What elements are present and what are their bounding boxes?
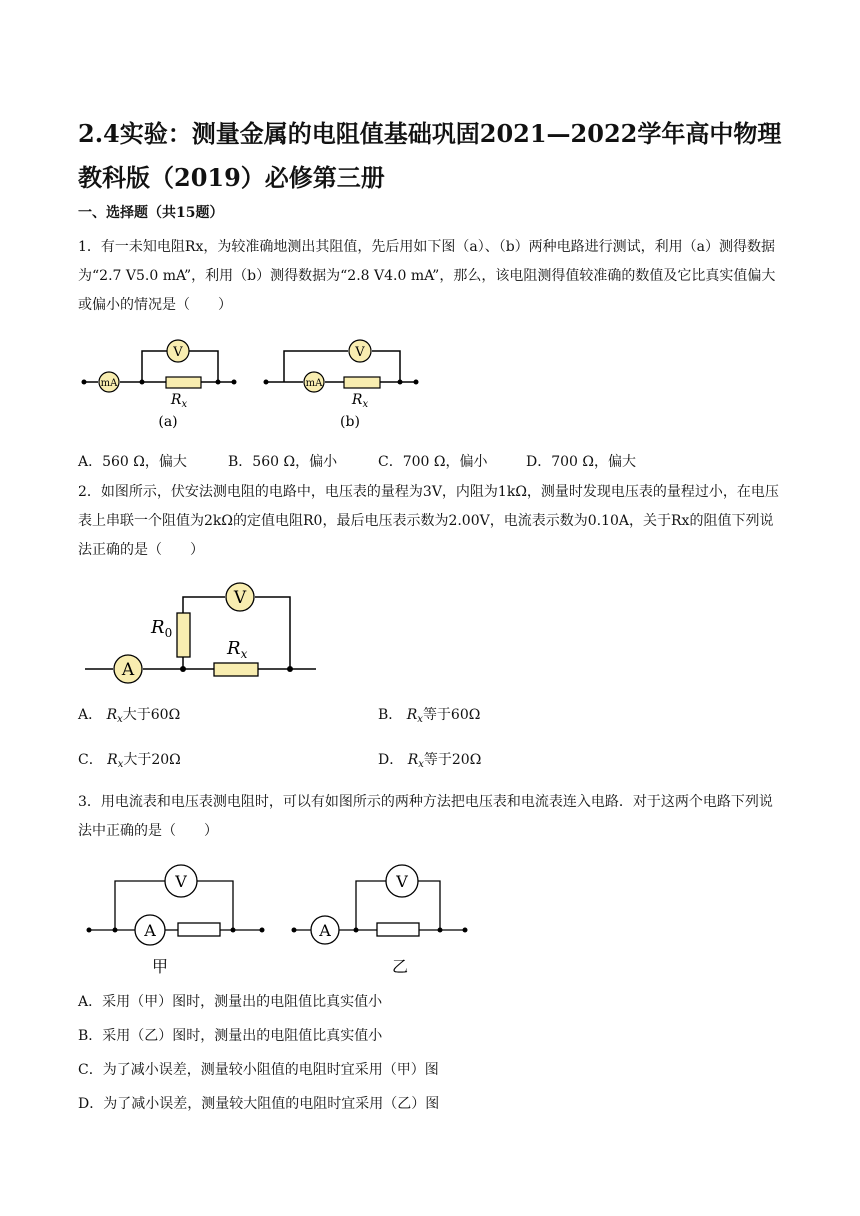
- q3-yi-resistor: [377, 923, 419, 936]
- q1a-caption: (a): [158, 414, 178, 430]
- q2-voltmeter-label: V: [233, 588, 247, 608]
- option-label: B．: [378, 707, 403, 723]
- q1a-milliammeter-label: mA: [100, 378, 118, 389]
- option-text: 大于20Ω: [123, 752, 181, 768]
- q3-jia-ammeter-label: A: [144, 921, 156, 940]
- q2-option-a[interactable]: [78, 704, 180, 725]
- q1b-voltmeter-label: V: [355, 345, 365, 360]
- q2-r0-label: R: [151, 617, 165, 638]
- q3-option-b[interactable]: B．采用（乙）图时，测量出的电阻值比真实值小: [78, 1028, 383, 1044]
- q3-jia-voltmeter-label: V: [175, 872, 187, 891]
- q3-jia-caption: 甲: [151, 957, 169, 976]
- option-text: 等于60Ω: [422, 707, 481, 723]
- option-sub: x: [117, 759, 124, 770]
- option-var: R: [106, 707, 118, 723]
- q3-option-d[interactable]: D．为了减小误差，测量较大阻值的电阻时宜采用（乙）图: [78, 1096, 440, 1112]
- q2-resistor-r0: [177, 613, 190, 657]
- q2-figure: [80, 580, 330, 690]
- q1b-caption: (b): [340, 414, 360, 430]
- question-2-text: 2．如图所示，伏安法测电阻的电路中，电压表的量程为3V，内阻为1kΩ，测量时发现电压表的量程过小，在电压表上串联一个阻值为2kΩ的定值电阻R0，最后电压表示数为2.00V，电流表示数为0.10A，关于Rx的阻值下列说法正确的是（ ）: [78, 484, 779, 558]
- q1b-resistor-label: R: [351, 392, 363, 408]
- option-var: R: [407, 752, 419, 768]
- q1b-milliammeter-label: mA: [305, 378, 323, 389]
- option-text: 大于60Ω: [122, 707, 181, 723]
- option-var: R: [107, 752, 118, 768]
- svg-text:Rx: [351, 392, 369, 410]
- q3-jia-resistor: [178, 923, 220, 936]
- q1b-resistor: [344, 377, 380, 388]
- q1-option-a[interactable]: A．560 Ω，偏大: [78, 454, 187, 470]
- q1-option-d[interactable]: D．700 Ω，偏大: [526, 454, 637, 470]
- q1-option-b[interactable]: B．560 Ω，偏小: [228, 454, 338, 470]
- svg-text:Rx: [170, 392, 188, 410]
- q2-option-b[interactable]: [378, 704, 480, 725]
- q3-figure: [80, 858, 480, 978]
- q3-option-a[interactable]: A．采用（甲）图时，测量出的电阻值比真实值小: [78, 994, 383, 1010]
- q2-rx-label: R: [227, 638, 241, 659]
- q3-yi-caption: 乙: [391, 957, 409, 976]
- option-var: R: [406, 707, 418, 723]
- option-sub: x: [417, 714, 423, 725]
- q1a-resistor: [166, 377, 201, 388]
- q2-option-d[interactable]: [378, 749, 481, 770]
- section-heading: 一、选择题（共15题）: [78, 205, 224, 221]
- question-1-text: 1．有一未知电阻Rx，为较准确地测出其阻值，先后用如下图（a）、（b）两种电路进行测试，利用（a）测得数据为“2.7 V5.0 mA”，利用（b）测得数据为“2.8 V4.0 mA”，那么，该电阻测得值较准确的数值及它比真实值偏大或偏小的情况是（ ）: [78, 239, 776, 313]
- svg-text:Rx: [226, 638, 248, 661]
- q3-yi-voltmeter-label: V: [396, 872, 408, 891]
- q2-resistor-rx: [214, 663, 258, 676]
- option-sub: x: [117, 714, 123, 725]
- q1-option-c[interactable]: C．700 Ω，偏小: [378, 454, 488, 470]
- q1-figure: [76, 336, 436, 436]
- q1a-voltmeter-label: V: [173, 345, 183, 360]
- q3-option-c[interactable]: C．为了减小误差，测量较小阻值的电阻时宜采用（甲）图: [78, 1062, 439, 1078]
- q3-yi-ammeter-label: A: [319, 921, 331, 940]
- q1b-resistor-sub: x: [362, 399, 369, 410]
- svg-text:R0: [150, 617, 172, 640]
- option-label: A．: [78, 707, 103, 723]
- option-text: 等于20Ω: [423, 752, 482, 768]
- document-title: 2.4实验：测量金属的电阻值基础巩固2021—2022学年高中物理教科版（2019）必修第三册: [78, 119, 782, 192]
- q2-ammeter-label: A: [121, 660, 135, 680]
- option-sub: x: [418, 759, 424, 770]
- option-label: C．: [78, 752, 103, 768]
- q2-r0-sub: 0: [164, 626, 173, 640]
- q1a-resistor-label: R: [170, 392, 182, 408]
- q2-option-c[interactable]: [78, 749, 181, 770]
- question-3-text: 3．用电流表和电压表测电阻时，可以有如图所示的两种方法把电压表和电流表连入电路．对于这两个电路下列说法中正确的是（ ）: [78, 794, 773, 839]
- option-label: D．: [378, 752, 404, 768]
- q1a-resistor-sub: x: [181, 399, 188, 410]
- q2-rx-sub: x: [240, 647, 248, 661]
